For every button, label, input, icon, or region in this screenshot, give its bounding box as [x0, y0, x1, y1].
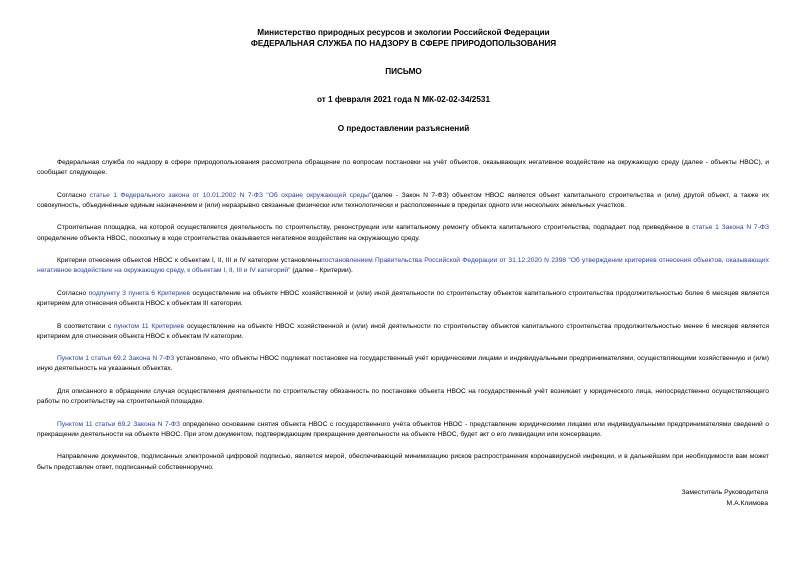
- paragraph: [37, 223, 769, 243]
- document-subject: О предоставлении разъяснений: [337, 124, 470, 133]
- resolution-link[interactable]: постановлением Правительства Российской Федерации от 31.12.2020 N 2398 "Об утверждении критериев отнесения объектов, оказывающих негативное воздействие на окружающую среду, к объектам I, II, III и IV категорий": [37, 257, 769, 275]
- paragraph-text: осуществление на объекте НВОС хозяйственной и (или) иной деятельности по строительству объектов капитального строительства продолжительностью менее 6 месяцев является критерием для отнесения объекта НВОС к объектам IV категории.: [37, 322, 770, 340]
- paragraph-text: определение объекта НВОС, поскольку в ходе строительства оказывается негативное воздействие на окружающую среду.: [37, 234, 420, 242]
- ministry-name: Министерство природных ресурсов и экологии Российской Федерации: [257, 28, 550, 37]
- criteria-link[interactable]: подпункту 3 пункта 6 Критериев: [88, 289, 191, 297]
- service-name: ФЕДЕРАЛЬНАЯ СЛУЖБА ПО НАДЗОРУ В СФЕРЕ ПРИРОДОПОЛЬЗОВАНИЯ: [250, 39, 557, 48]
- paragraph-text: Согласно: [57, 191, 90, 199]
- paragraph: [37, 191, 769, 211]
- criteria-link[interactable]: пунктом 11 Критериев: [114, 322, 185, 330]
- law-article-link[interactable]: статье 1 Федерального закона от 10.01.2002 N 7-ФЗ "Об охране окружающей среды": [89, 191, 372, 199]
- document-type: ПИСЬМО: [385, 67, 422, 76]
- paragraph-text: Федеральная служба по надзору в сфере природопользования рассмотрела обращение по вопросам постановки на учёт объектов, оказывающих негативное воздействие на окружающую среду (далее - объекты НВОС), и сообщает следующее.: [37, 159, 769, 177]
- paragraph: [37, 158, 769, 178]
- paragraph-text: установлено, что объекты НВОС подлежат постановке на государственный учёт юридическими лицами и индивидуальными предпринимателями, осуществляющими хозяйственную и (или) иную деятельность на указанных объектах.: [37, 355, 770, 373]
- paragraph: [37, 322, 769, 342]
- law-article-link[interactable]: Пунктом 11 статьи 69.2 Закона N 7-ФЗ: [57, 420, 181, 428]
- paragraph: [37, 452, 769, 472]
- paragraph: [37, 387, 769, 407]
- paragraph: [37, 420, 769, 440]
- signatory-position: Заместитель Руководителя: [681, 489, 768, 496]
- paragraph-text: определено основание снятия объекта НВОС с государственного учёта объектов НВОС - представление юридическими лицами или индивидуальными предпринимателями сведений о прекращении деятельности на объекте НВОС. При этом документом, подтверждающим прекращение деятельности на объекте НВОС, будет акт о его ликвидации или консервации.: [37, 420, 769, 438]
- paragraph-text: осуществление на объекте НВОС хозяйственной и (или) иной деятельности по строительству объектов капитального строительства продолжительностью более 6 месяцев является критерием для отнесения объекта НВОС к объектам III категории.: [37, 289, 769, 308]
- paragraph: [37, 354, 769, 374]
- paragraph-text: (далее - Критерии).: [290, 267, 353, 275]
- signatory-name: М.А.Климова: [726, 500, 768, 507]
- letter-body: [37, 158, 769, 485]
- paragraph-text: (далее - Закон N 7-ФЗ) объектом НВОС является объект капитального строительства и (или) другой объект, а также их совокупность, объединённые единым назначением и (или) неразрывно связанные физически или технологически и расположенные в пределах одного или нескольких земельных участков.: [37, 191, 769, 209]
- paragraph-text: Согласно: [57, 289, 89, 297]
- law-article-link[interactable]: статье 1 Закона N 7-ФЗ: [692, 224, 769, 232]
- paragraph-text: Для описанного в обращении случая осуществления деятельности по строительству обязанность по постановке объекта НВОС на государственный учёт возникает у юридического лица, непосредственно осуществляющего работы по строительству на строительной площадке.: [37, 387, 769, 406]
- document-date-number: от 1 февраля 2021 года N МК-02-02-34/2531: [316, 95, 491, 104]
- paragraph: [37, 256, 769, 276]
- paragraph-text: Направление документов, подписанных электронной цифровой подписью, является мерой, обеспечивающей минимизацию рисков распространения коронавирусной инфекции, и в дальнейшем при необходимости вам может быть представлен ответ, подписанный собственноручно.: [37, 453, 769, 471]
- paragraph-text: Строительная площадка, на которой осуществляется деятельность по строительству, реконструкции или капитальному ремонту объекта капитального строительства, подпадает под приведённое в: [57, 224, 693, 232]
- paragraph-text: Критерии отнесения объектов НВОС к объектам I, II, III и IV категории установлены: [57, 257, 322, 265]
- paragraph: [37, 289, 769, 309]
- paragraph-text: В соответствии с: [57, 322, 115, 330]
- law-article-link[interactable]: Пунктом 1 статьи 69.2 Закона N 7-ФЗ: [57, 355, 175, 363]
